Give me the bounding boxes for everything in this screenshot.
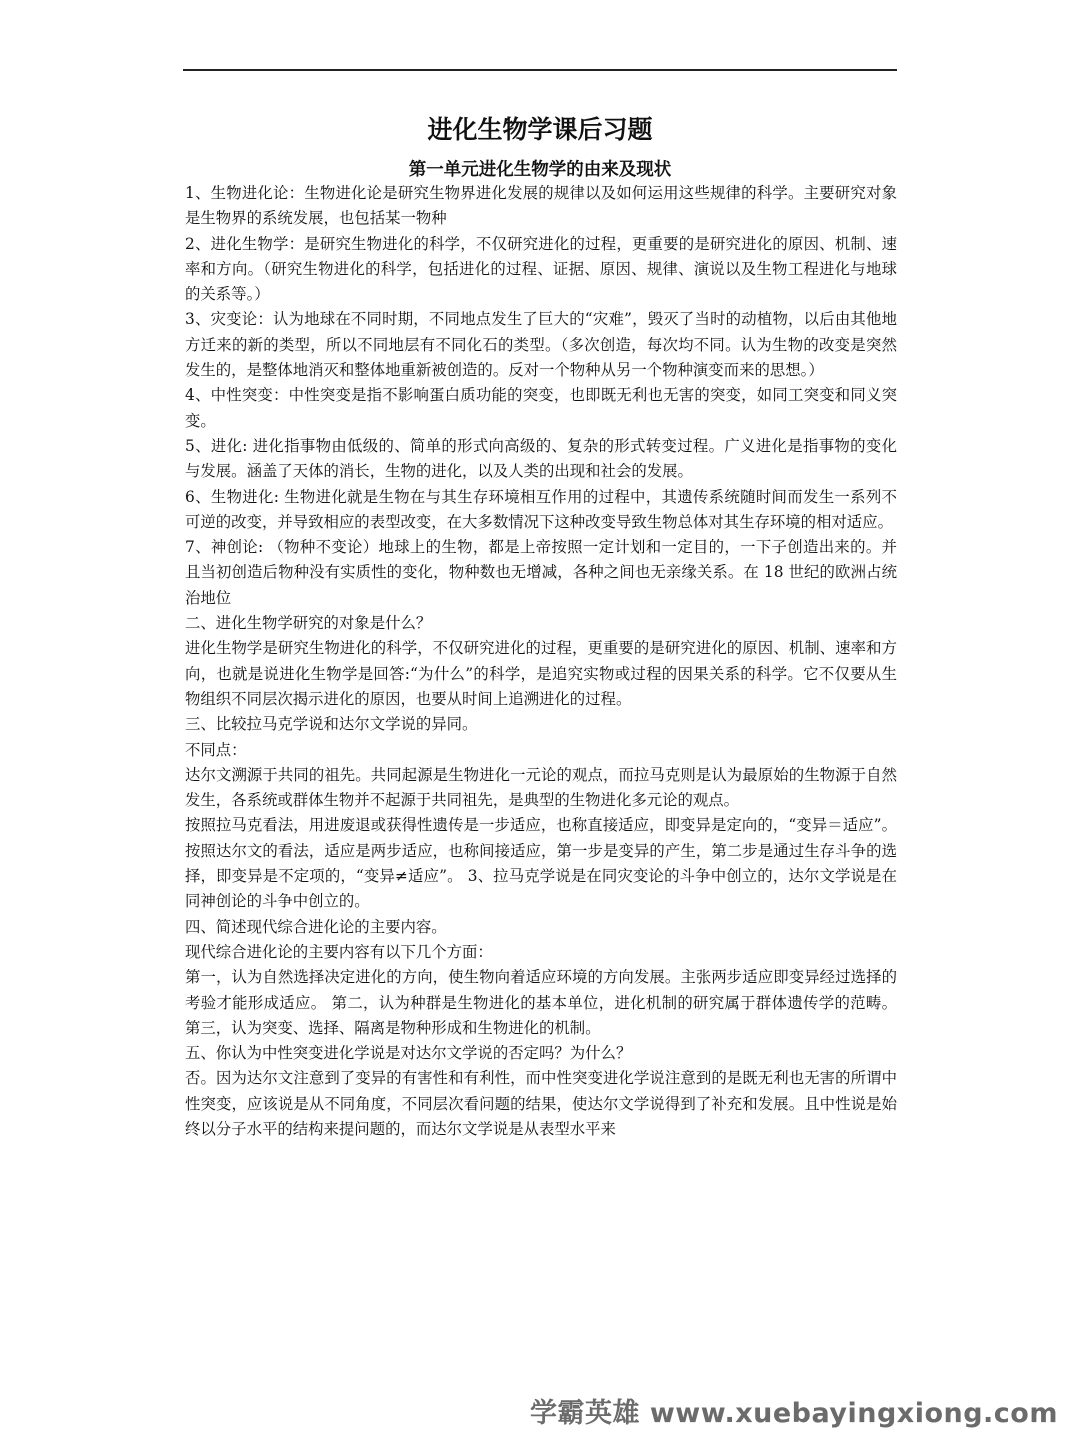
header-rule — [183, 69, 897, 71]
question-5-answer: 否。因为达尔文注意到了变异的有害性和有利性，而中性突变进化学说注意到的是既无利也无害的所谓中性突变，应该说是从不同角度，不同层次看问题的结果，使达尔文学说得到了补充和发展。且中性说是始终以分子水平的结构来提问题的，而达尔文学说是从表型水平来 — [185, 1069, 897, 1138]
question-4-answer: 第一，认为自然选择决定进化的方向，使生物向着适应环境的方向发展。主张两步适应即变异经过选择的考验才能形成适应。 第二，认为种群是生物进化的基本单位，进化机制的研究属于群体遗传学的范畴。第三，认为突变、选择、隔离是物种形成和生物进化的机制。 — [185, 968, 897, 1037]
question-3-subheading: 不同点： — [185, 740, 247, 759]
question-4-heading: 四、简述现代综合进化论的主要内容。 — [185, 917, 447, 936]
definition-evolution: 5、进化: 进化指事物由低级的、简单的形式向高级的、复杂的形式转变过程。广义进化是指事物的变化与发展。涵盖了天体的消长，生物的进化，以及人类的出现和社会的发展。 — [185, 436, 897, 481]
definition-evolution-theory: 1、生物进化论：生物进化论是研究生物界进化发展的规律以及如何运用这些规律的科学。主要研究对象是生物界的系统发展，也包括某一物种 — [185, 184, 897, 228]
site-watermark: 学霸英雄 www.xuebayingxiong.com — [529, 1398, 1058, 1429]
question-3-answer-part-2: 按照拉马克看法，用进废退或获得性遗传是一步适应，也称直接适应，即变异是定向的，“变异＝适应”。按照达尔文的看法，适应是两步适应，也称间接适应，第一步是变异的产生，第二步是通过生存斗争的选择，即变异是不定项的，“变异≠适应”。 3、拉马克学说是在同灾变论的斗争中创立的，达尔文学说是在同神创论的斗争中创立的。 — [185, 816, 897, 911]
document-body — [185, 181, 897, 1142]
definition-neutral-mutation: 4、中性突变：中性突变是指不影响蛋白质功能的突变，也即既无利也无害的突变，如同工突变和同义突变。 — [185, 386, 897, 430]
question-2-heading: 二、进化生物学研究的对象是什么？ — [185, 614, 432, 633]
question-3-heading: 三、比较拉马克学说和达尔文学说的异同。 — [185, 715, 478, 734]
definition-creationism: 7、神创论: （物种不变论）地球上的生物，都是上帝按照一定计划和一定目的，一下子创造出来的。并且当初创造后物种没有实质性的变化，物种数也无增减，各种之间也无亲缘关系。在 18 世纪的欧洲占统治地位 — [185, 538, 897, 607]
question-3-answer-part-1: 达尔文溯源于共同的祖先。共同起源是生物进化一元论的观点，而拉马克则是认为最原始的生物源于自然发生，各系统或群体生物并不起源于共同祖先，是典型的生物进化多元论的观点。 — [185, 765, 897, 810]
question-5-heading: 五、你认为中性突变进化学说是对达尔文学说的否定吗？为什么？ — [185, 1044, 632, 1063]
question-4-intro: 现代综合进化论的主要内容有以下几个方面： — [185, 942, 493, 961]
definition-evolutionary-biology: 2、进化生物学：是研究生物进化的科学，不仅研究进化的过程，更重要的是研究进化的原因、机制、速率和方向。（研究生物进化的科学，包括进化的过程、证据、原因、规律、演说以及生物工程进化与地球的关系等。） — [185, 234, 897, 304]
definition-catastrophism: 3、灾变论：认为地球在不同时期，不同地点发生了巨大的“灾难”，毁灭了当时的动植物，以后由其他地方迁来的新的类型，所以不同地层有不同化石的类型。（多次创造，每次均不同。认为生物的改变是突然发生的，是整体地消灭和整体地重新被创造的。反对一个物种从另一个物种演变而来的思想。） — [185, 310, 897, 380]
unit-title: 第一单元进化生物学的由来及现状 — [408, 160, 672, 180]
definition-biological-evolution: 6、生物进化: 生物进化就是生物在与其生存环境相互作用的过程中，其遗传系统随时间而发生一系列不可逆的改变，并导致相应的表型改变，在大多数情况下这种改变导致生物总体对其生存环境的相对适应。 — [185, 487, 897, 531]
document-title: 进化生物学课后习题 — [427, 115, 653, 144]
question-2-answer: 进化生物学是研究生物进化的科学，不仅研究进化的过程，更重要的是研究进化的原因、机制、速率和方向，也就是说进化生物学是回答:“为什么”的科学，是追究实物或过程的因果关系的科学。它不仅要从生物组织不同层次揭示进化的原因，也要从时间上追溯进化的过程。 — [185, 639, 897, 708]
